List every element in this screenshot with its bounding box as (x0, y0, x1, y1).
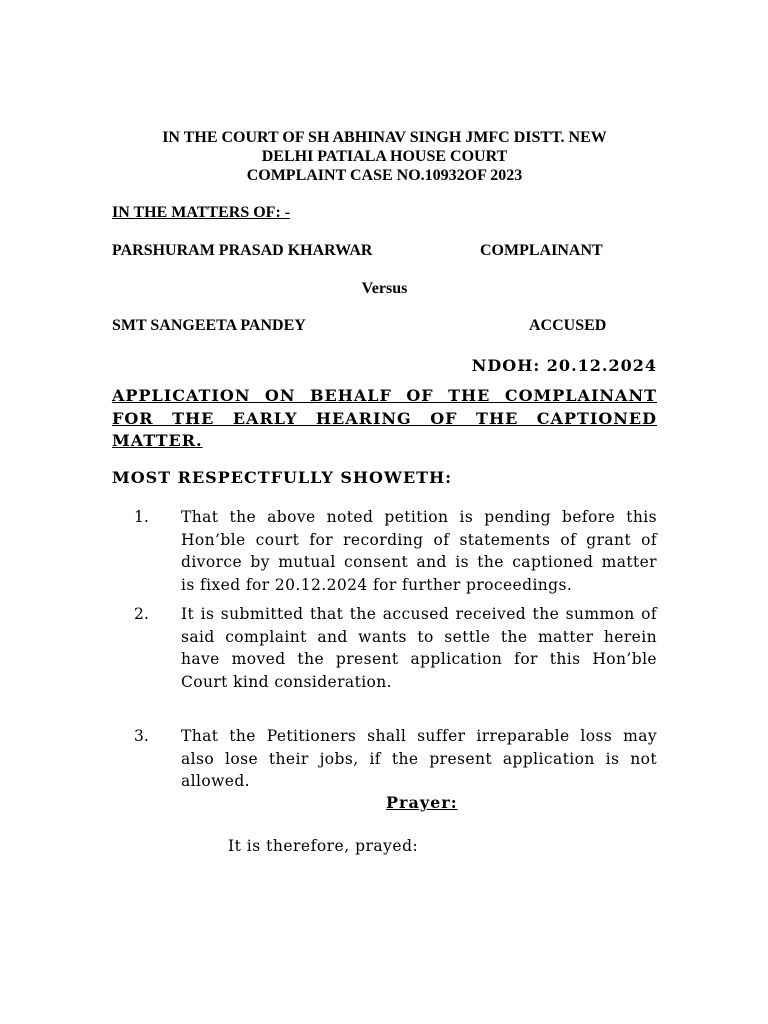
court-heading-line-3: COMPLAINT CASE NO.10932OF 2023 (246, 167, 523, 184)
paragraph-line: That the Petitioners shall suffer irreparable loss may (181, 727, 657, 745)
matters-label: IN THE MATTERS OF: - (112, 204, 291, 221)
prayer-heading: Prayer: (386, 793, 458, 812)
versus-label: Versus (361, 280, 408, 297)
paragraph-line: divorce by mutual consent and is the captioned matter (181, 553, 657, 571)
showeth-heading: MOST RESPECTFULLY SHOWETH: (112, 468, 453, 487)
complainant-name: PARSHURAM PRASAD KHARWAR (112, 242, 373, 259)
paragraph-number: 2. (134, 605, 149, 623)
application-title-line-1: APPLICATION ON BEHALF OF THE COMPLAINANT (112, 386, 657, 405)
paragraph-line: said complaint and wants to settle the matter herein (181, 627, 657, 646)
paragraph-line: Hon’ble court for recording of statements of grant of (181, 530, 657, 549)
accused-name: SMT SANGEETA PANDEY (112, 317, 306, 334)
court-heading-line-1: IN THE COURT OF SH ABHINAV SINGH JMFC DISTT. NEW (162, 129, 607, 146)
paragraph-line: have moved the present application for this Hon’ble (181, 650, 657, 668)
paragraph-line: It is submitted that the accused received the summon of (181, 605, 657, 623)
application-title-line-2: FOR THE EARLY HEARING OF THE CAPTIONED (112, 408, 657, 428)
paragraph-line: allowed. (181, 772, 250, 790)
prayer-text: It is therefore, prayed: (228, 837, 419, 855)
paragraph-line: also lose their jobs, if the present application is not (181, 749, 657, 768)
paragraph-line: is fixed for 20.12.2024 for further proceedings. (181, 575, 573, 594)
application-title-line-3: MATTER. (112, 431, 203, 450)
court-heading (112, 128, 657, 185)
paragraph-line: That the above noted petition is pending before this (181, 508, 657, 526)
court-heading-line-2: DELHI PATIALA HOUSE COURT (261, 148, 508, 165)
paragraph-number: 3. (134, 727, 149, 745)
application-title (112, 385, 657, 453)
paragraph-line: Court kind consideration. (181, 672, 393, 691)
accused-role: ACCUSED (529, 317, 607, 334)
ndoh-date: NDOH: 20.12.2024 (471, 356, 657, 375)
complainant-role: COMPLAINANT (480, 242, 603, 259)
paragraph-number: 1. (134, 508, 149, 526)
